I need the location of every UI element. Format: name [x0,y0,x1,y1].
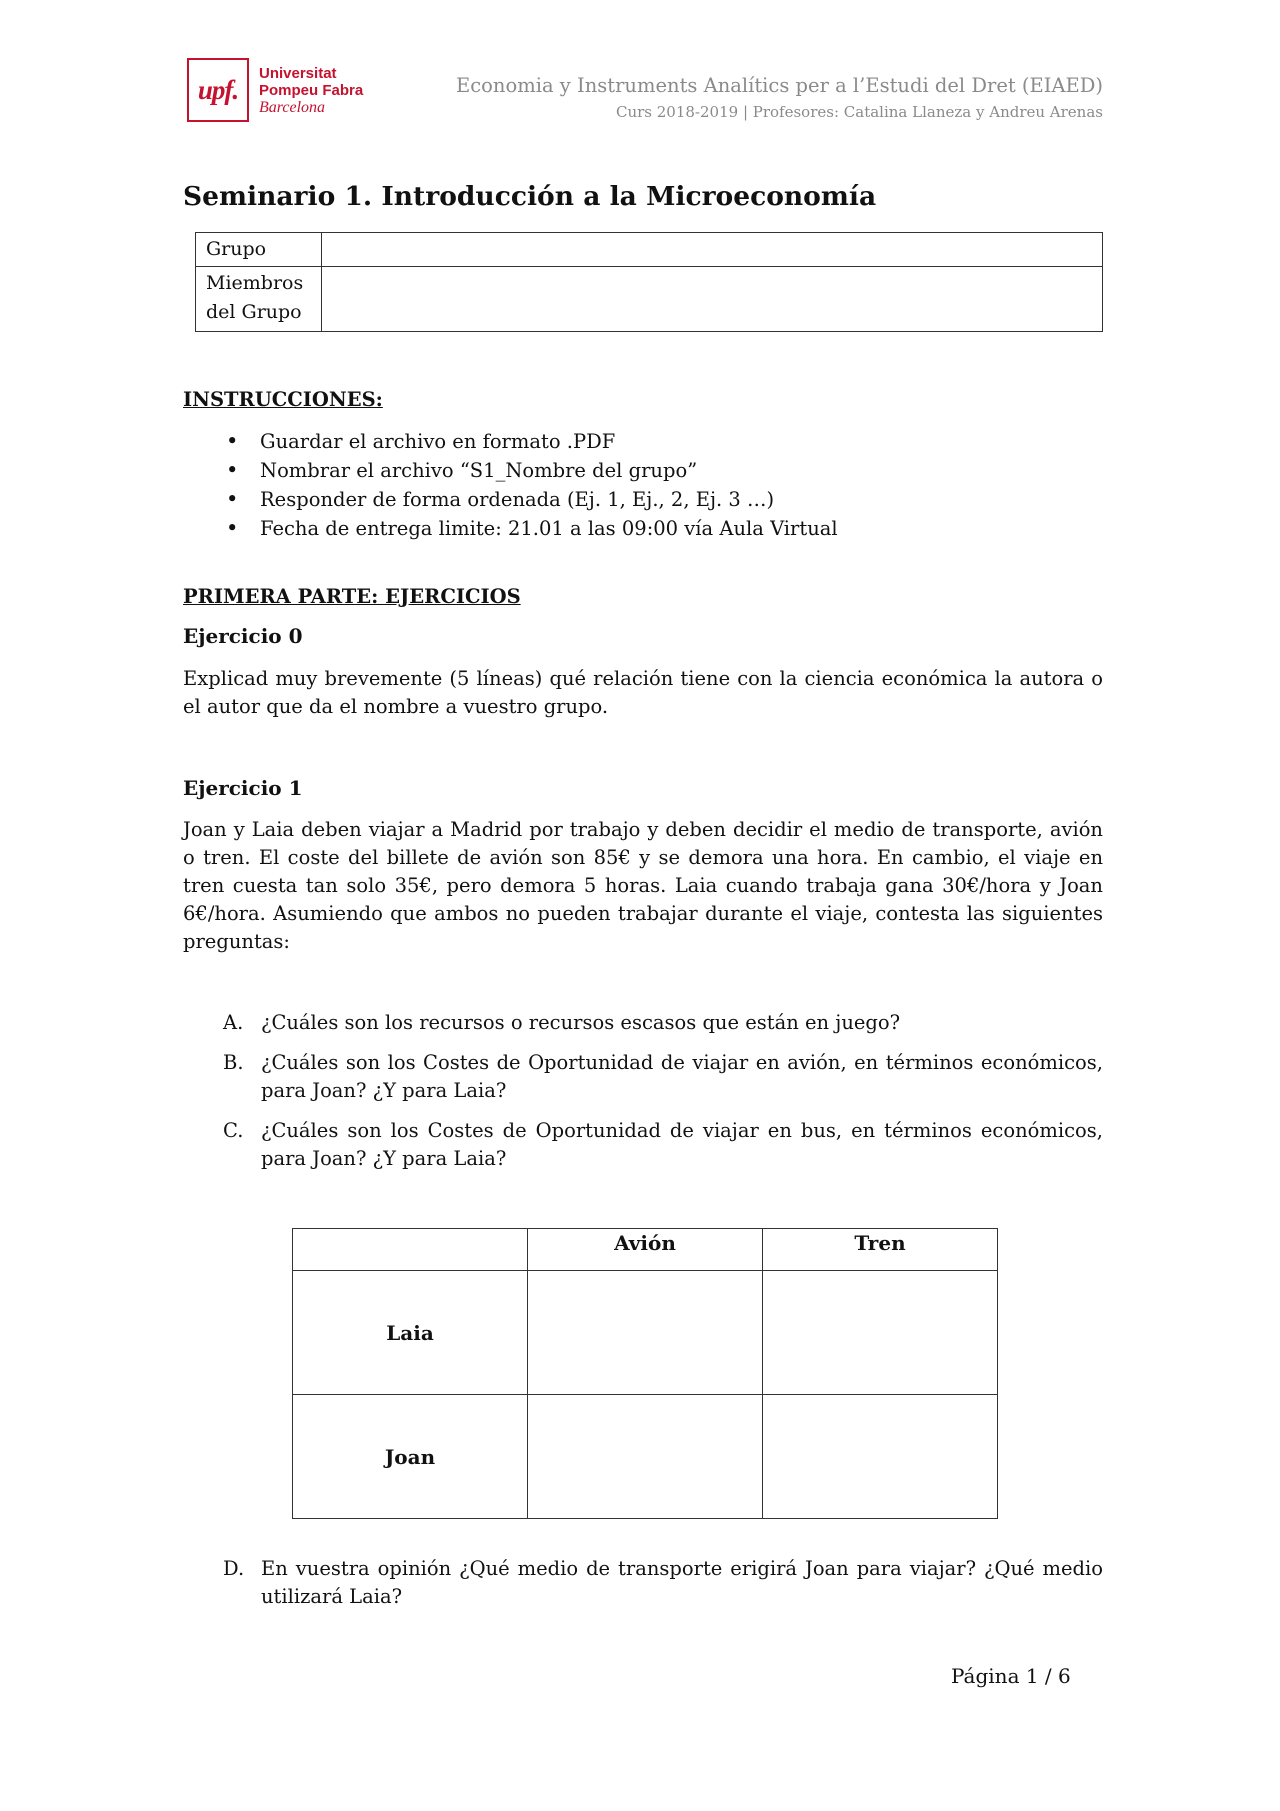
column-header-avion: Avión [528,1229,763,1271]
row-header-joan: Joan [293,1395,528,1519]
question-text: ¿Cuáles son los Costes de Oportunidad de viajar en bus, en términos económicos, para Joan? ¿Y para Laia? [261,1119,1103,1170]
university-line1: Universitat [259,64,337,82]
column-header-tren: Tren [763,1229,998,1271]
group-table [195,232,1103,332]
group-row [196,233,1103,267]
answer-cell[interactable] [763,1271,998,1395]
course-subtitle: Curs 2018-2019 | Profesores: Catalina Llaneza y Andreu Arenas [615,103,1103,121]
group-label: Grupo [196,233,322,267]
instructions-list [183,427,838,543]
list-item: • Fecha de entrega limite: 21.01 a las 09:00 vía Aula Virtual [183,514,838,543]
course-title: Economia y Instruments Analítics per a l’Estudi del Dret (EIAED) [456,74,1103,97]
table-row [293,1271,998,1395]
answer-cell[interactable] [528,1271,763,1395]
question-b [223,1049,1103,1105]
instructions-heading: INSTRUCCIONES: [183,388,383,411]
upf-logo-mark: upf. [187,58,249,122]
list-item: • Nombrar el archivo “S1_Nombre del grupo” [183,456,838,485]
question-text: En vuestra opinión ¿Qué medio de transporte erigirá Joan para viajar? ¿Qué medio utilizará Laia? [261,1557,1103,1608]
page-number: Página 1 / 6 [951,1664,1071,1688]
course-header [456,74,1103,121]
question-label: A. [223,1011,244,1034]
row-header-laia: Laia [293,1271,528,1395]
table-row [293,1395,998,1519]
university-line3: Barcelona [259,98,326,116]
exercise0-title: Ejercicio 0 [183,624,303,648]
members-row [196,267,1103,332]
members-value-cell[interactable] [322,267,1103,332]
question-label: D. [223,1557,245,1580]
university-line2: Pompeu Fabra [259,81,364,99]
opportunity-cost-table [292,1228,998,1519]
question-label: B. [223,1051,244,1074]
list-item: • Responder de forma ordenada (Ej. 1, Ej., 2, Ej. 3 …) [183,485,838,514]
university-name [259,65,363,116]
table-header-row [293,1229,998,1271]
question-a [223,1009,1103,1037]
question-text: ¿Cuáles son los recursos o recursos escasos que están en juego? [261,1011,901,1034]
members-label-line1: Miembros [206,272,304,294]
table-corner-cell [293,1229,528,1271]
exercise0-text: Explicad muy brevemente (5 líneas) qué relación tiene con la ciencia económica la autora o el autor que da el nombre a vuestro grupo. [183,667,1103,718]
members-label [196,267,322,332]
members-label-line2: del Grupo [206,301,302,323]
exercise1-text: Joan y Laia deben viajar a Madrid por trabajo y deben decidir el medio de transporte, avión o tren. El coste del billete de avión son 85€ y se demora una hora. En cambio, el viaje en tren cuesta tan solo 35€, pero demora 5 horas. Laia cuando trabaja gana 30€/hora y Joan 6€/hora. Asumiendo que ambos no pueden trabajar durante el viaje, contesta las siguientes preguntas: [183,818,1103,953]
answer-cell[interactable] [528,1395,763,1519]
question-text: ¿Cuáles son los Costes de Oportunidad de viajar en avión, en términos económicos, para Joan? ¿Y para Laia? [261,1051,1103,1102]
exercise1-title: Ejercicio 1 [183,776,303,800]
question-c [223,1117,1103,1173]
page-title: Seminario 1. Introducción a la Microeconomía [183,181,877,212]
question-d [223,1555,1103,1611]
list-item: • Guardar el archivo en formato .PDF [183,427,838,456]
group-value-cell[interactable] [322,233,1103,267]
answer-cell[interactable] [763,1395,998,1519]
part1-heading: PRIMERA PARTE: EJERCICIOS [183,585,521,608]
question-label: C. [223,1119,244,1142]
university-logo [187,58,363,122]
